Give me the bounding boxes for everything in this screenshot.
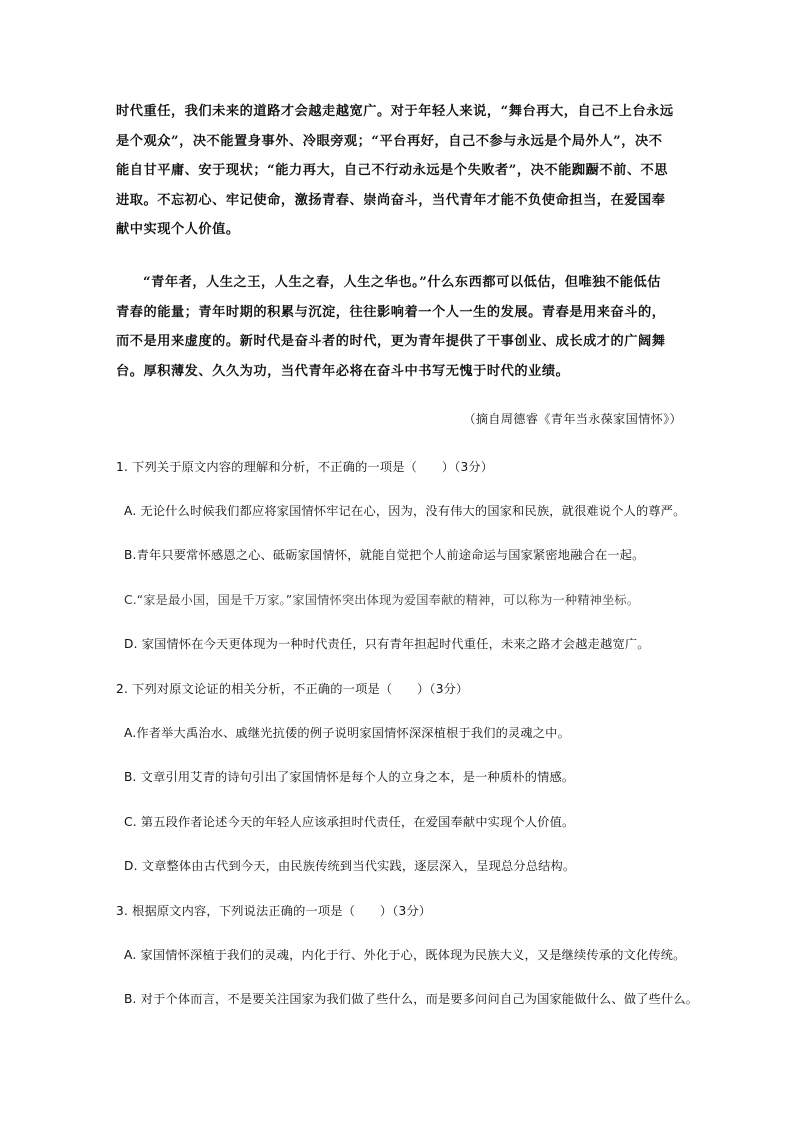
passage-source: （摘自周德睿《青年当永葆家国情怀》） bbox=[463, 412, 682, 426]
question-1-option-a: A. 无论什么时候我们都应将家国情怀牢记在心，因为，没有伟大的国家和民族，就很难说个人的尊严。 bbox=[124, 504, 686, 518]
question-2-option-d: D. 文章整体由古代到今天，由民族传统到当代实践，逐层深入，呈现总分总结构。 bbox=[124, 859, 576, 873]
passage-paragraph-2 bbox=[116, 268, 682, 386]
passage-line: 进取。不忘初心、牢记使命，激扬青春、崇尚奋斗，当代青年才能不负使命担当，在爱国奉 bbox=[116, 192, 666, 208]
question-1-stem: 1. 下列关于原文内容的理解和分析，不正确的一项是（ ）（3分） bbox=[116, 460, 494, 474]
passage-line: 青春的能量；青年时期的积累与沉淀，往往影响着一个人一生的发展。青春是用来奋斗的， bbox=[116, 304, 666, 320]
question-2-stem: 2. 下列对原文论证的相关分析，不正确的一项是（ ）（3分） bbox=[116, 682, 469, 696]
passage-line: “青年者，人生之王，人生之春，人生之华也。”什么东西都可以低估，但唯独不能低估 bbox=[143, 275, 661, 290]
question-2-option-b: B. 文章引用艾青的诗句引出了家国情怀是每个人的立身之本，是一种质朴的情感。 bbox=[124, 770, 575, 784]
passage-line: 时代重任，我们未来的道路才会越走越宽广。对于年轻人来说，“舞台再大，自己不上台永远 bbox=[116, 104, 674, 119]
question-2-option-a: A.作者举大禹治水、戚继光抗倭的例子说明家国情怀深深植根于我们的灵魂之中。 bbox=[124, 726, 570, 740]
question-3-option-a: A. 家国情怀深植于我们的灵魂，内化于行、外化于心，既体现为民族大义，又是继续传承的文化传统。 bbox=[124, 948, 686, 962]
passage-line: 能自甘平庸、安于现状；“能力再大，自己不行动永远是个失败者”，决不能踟蹰不前、不思 bbox=[116, 163, 669, 178]
question-1-option-b: B.青年只要常怀感恩之心、砥砺家国情怀，就能自觉把个人前途命运与国家紧密地融合在一起。 bbox=[124, 548, 645, 562]
question-3-stem: 3. 根据原文内容，下列说法正确的一项是（ ）（3分） bbox=[116, 904, 432, 918]
passage-line: 而不是用来虚度的。新时代是奋斗者的时代，更为青年提供了干事创业、成长成才的广阔舞 bbox=[116, 334, 666, 349]
passage-line: 是个观众”，决不能置身事外、冷眼旁观；“平台再好，自己不参与永远是个局外人”，决不 bbox=[116, 133, 663, 149]
passage-paragraph-1 bbox=[116, 97, 682, 245]
question-1-option-c: C.“家是最小国，国是千万家。”家国情怀突出体现为爱国奉献的精神，可以称为一种精神坐标。 bbox=[124, 593, 640, 607]
question-3-option-b: B. 对于个体而言，不是要关注国家为我们做了些什么，而是要多问问自己为国家能做什么、做了些什么。 bbox=[124, 992, 699, 1006]
passage-line: 台。厚积薄发、久久为功，当代青年必将在奋斗中书写无愧于时代的业绩。 bbox=[116, 363, 570, 379]
question-1-option-d: D. 家国情怀在今天更体现为一种时代责任，只有青年担起时代重任，未来之路才会越走越宽广。 bbox=[124, 637, 650, 651]
passage-line: 献中实现个人价值。 bbox=[116, 222, 240, 237]
question-2-option-c: C. 第五段作者论述今天的年轻人应该承担时代责任，在爱国奉献中实现个人价值。 bbox=[124, 815, 575, 829]
